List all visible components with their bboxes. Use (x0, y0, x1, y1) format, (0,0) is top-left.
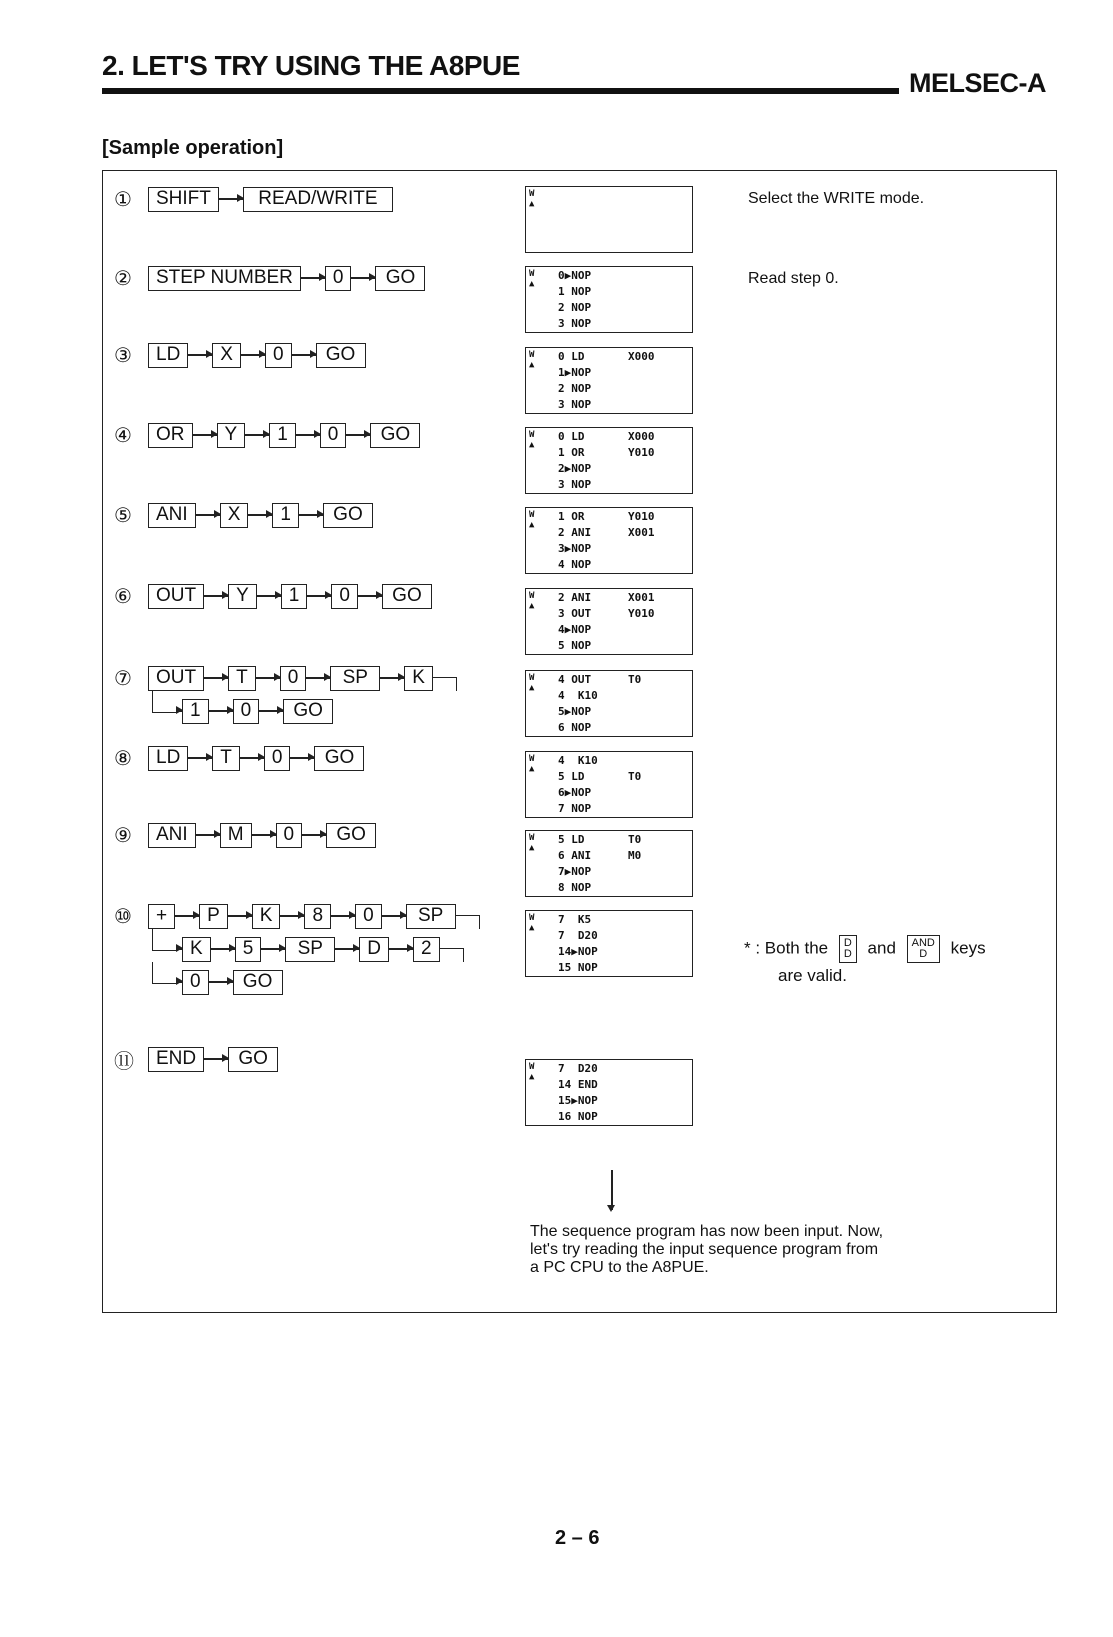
keypad-key: GO (316, 343, 366, 368)
arrow-icon (219, 198, 243, 200)
lcd-instruction: 2 ANI (558, 526, 592, 539)
write-mode-indicator: W ▲ (529, 430, 535, 450)
lcd-instruction: 0 LD (558, 430, 585, 443)
key-sequence-line (114, 822, 376, 848)
arrow-icon (228, 915, 252, 917)
footnote-suffix: keys (950, 938, 986, 958)
lcd-line (558, 300, 628, 316)
key-sequence-line (114, 665, 457, 691)
lcd-display (525, 751, 693, 818)
lcd-line (558, 1061, 628, 1077)
keypad-key: END (148, 1047, 204, 1072)
lcd-instruction: 0▶NOP (558, 269, 592, 282)
arrow-icon (299, 514, 323, 516)
arrow-icon (306, 677, 330, 679)
lcd-display (525, 347, 693, 414)
lcd-line (558, 769, 641, 785)
key-sequence-line (114, 186, 393, 212)
lcd-line (558, 606, 655, 622)
arrow-icon (335, 948, 359, 950)
key-sequence-line (114, 969, 480, 995)
lcd-line (558, 316, 628, 332)
key-sequence-line (114, 1046, 278, 1072)
write-mode-indicator: W ▲ (529, 913, 535, 933)
line-continuation (433, 677, 457, 691)
header-rule (102, 88, 899, 94)
lcd-device: T0 (628, 673, 642, 686)
line-continuation (440, 948, 464, 962)
step-number: ⑨ (114, 824, 132, 847)
key-sequence-line (114, 422, 420, 448)
step-number: ⑪ (114, 1050, 134, 1073)
write-mode-indicator: W ▲ (529, 350, 535, 370)
step-4 (114, 422, 420, 448)
lcd-instruction: 4 NOP (558, 558, 592, 571)
arrow-icon (193, 434, 217, 436)
page-number: 2 – 6 (555, 1527, 600, 1549)
keypad-key: 8 (304, 904, 331, 929)
lcd-instruction: 15▶NOP (558, 1094, 598, 1107)
arrow-icon (302, 834, 326, 836)
keypad-key: T (228, 666, 256, 691)
continuation-connector (152, 691, 178, 713)
keypad-key: SP (406, 904, 456, 929)
lcd-instruction: 3 OUT (558, 607, 592, 620)
lcd-instruction: 6 NOP (558, 721, 592, 734)
lcd-line (558, 349, 655, 365)
lcd-instruction: 2 ANI (558, 591, 592, 604)
step-8 (114, 745, 364, 771)
brand-label: MELSEC-A (909, 68, 1046, 98)
lcd-instruction: 1 OR (558, 510, 585, 523)
keypad-key: 0 (264, 746, 291, 771)
key-sequence-line (114, 342, 366, 368)
keypad-key: SHIFT (148, 187, 219, 212)
step-number: ⑧ (114, 747, 132, 770)
keypad-key: GO (370, 423, 420, 448)
arrow-icon (261, 948, 285, 950)
arrow-icon (178, 981, 182, 983)
arrow-icon (188, 757, 212, 759)
lcd-instruction: 1▶NOP (558, 366, 592, 379)
key-sequence-line (114, 502, 373, 528)
write-mode-indicator: W ▲ (529, 1062, 535, 1082)
arrow-icon (245, 434, 269, 436)
lcd-line (558, 397, 655, 413)
keypad-key: OR (148, 423, 193, 448)
keypad-key: SP (330, 666, 380, 691)
lcd-instruction: 1 NOP (558, 285, 592, 298)
keypad-key: 1 (272, 503, 299, 528)
keypad-key: 0 (280, 666, 307, 691)
lcd-instruction: 1 OR (558, 446, 585, 459)
lcd-lines (558, 590, 655, 654)
step-number: ⑩ (114, 905, 132, 928)
lcd-instruction: 16 NOP (558, 1110, 598, 1123)
footnote-prefix: * : Both the (744, 938, 829, 958)
lcd-lines (558, 912, 628, 976)
arrow-icon (351, 277, 375, 279)
keypad-key: K (252, 904, 281, 929)
lcd-line (558, 365, 655, 381)
keypad-key: 1 (281, 584, 308, 609)
step-note: Select the WRITE mode. (748, 190, 925, 207)
keypad-key: OUT (148, 666, 204, 691)
arrow-icon (257, 595, 281, 597)
keypad-key: 0 (276, 823, 303, 848)
step-10 (114, 903, 480, 995)
lcd-line (558, 720, 641, 736)
arrow-icon (301, 277, 325, 279)
arrow-icon (331, 915, 355, 917)
lcd-display (525, 670, 693, 737)
lcd-device: Y010 (628, 510, 655, 523)
lcd-lines (558, 832, 641, 896)
lcd-instruction: 4▶NOP (558, 623, 592, 636)
line-continuation (456, 915, 480, 929)
lcd-instruction: 5 LD (558, 833, 585, 846)
lcd-instruction: 3 NOP (558, 317, 592, 330)
write-mode-indicator: W ▲ (529, 591, 535, 611)
keypad-key: + (148, 904, 175, 929)
d-key: D D (839, 935, 857, 963)
lcd-line (558, 1077, 628, 1093)
lcd-line (558, 672, 641, 688)
step-6 (114, 583, 432, 609)
step-number: ④ (114, 424, 132, 447)
write-mode-indicator: W ▲ (529, 189, 535, 209)
lcd-line (558, 541, 655, 557)
lcd-device: Y010 (628, 607, 655, 620)
keypad-key: 0 (355, 904, 382, 929)
step-2 (114, 265, 425, 291)
lcd-instruction: 2▶NOP (558, 462, 592, 475)
arrow-icon (290, 757, 314, 759)
lcd-instruction: 5 LD (558, 770, 585, 783)
lcd-instruction: 14▶NOP (558, 945, 598, 958)
keypad-key: 5 (235, 937, 262, 962)
write-mode-indicator: W ▲ (529, 510, 535, 530)
keypad-key: GO (326, 823, 376, 848)
step-number: ③ (114, 344, 132, 367)
lcd-instruction: 5 NOP (558, 639, 592, 652)
down-arrow (611, 1170, 613, 1210)
lcd-instruction: 6▶NOP (558, 786, 592, 799)
step-number: ⑥ (114, 585, 132, 608)
keypad-key: GO (314, 746, 364, 771)
keypad-key: T (212, 746, 240, 771)
arrow-icon (259, 710, 283, 712)
lcd-line (558, 801, 641, 817)
keypad-key: 0 (265, 343, 292, 368)
arrow-icon (211, 948, 235, 950)
keypad-key: D (359, 937, 389, 962)
arrow-icon (292, 354, 316, 356)
lcd-lines (558, 429, 655, 493)
lcd-line (558, 525, 655, 541)
lcd-line (558, 284, 628, 300)
arrow-icon (188, 354, 212, 356)
lcd-line (558, 509, 655, 525)
lcd-device: X000 (628, 430, 655, 443)
lcd-instruction: 3 NOP (558, 398, 592, 411)
key-sequence-line (114, 583, 432, 609)
key-sequence-line (114, 936, 480, 962)
lcd-lines (558, 672, 641, 736)
page-header-title: 2. LET'S TRY USING THE A8PUE (102, 50, 520, 81)
key-sequence-line (114, 745, 364, 771)
keypad-key: P (199, 904, 228, 929)
lcd-instruction: 7 D20 (558, 929, 598, 942)
footnote (744, 935, 986, 989)
lcd-line (558, 429, 655, 445)
keypad-key: READ/WRITE (243, 187, 393, 212)
keypad-key: K (182, 937, 211, 962)
arrow-icon (252, 834, 276, 836)
keypad-key: 0 (331, 584, 358, 609)
lcd-instruction: 6 ANI (558, 849, 592, 862)
step-note: Read step 0. (748, 270, 839, 287)
arrow-icon (204, 1058, 228, 1060)
arrow-icon (296, 434, 320, 436)
keypad-key: GO (382, 584, 432, 609)
lcd-line (558, 477, 655, 493)
arrow-icon (175, 915, 199, 917)
arrow-icon (380, 677, 404, 679)
lcd-line (558, 381, 655, 397)
lcd-device: Y010 (628, 446, 655, 459)
lcd-instruction: 14 END (558, 1078, 598, 1091)
lcd-line (558, 912, 628, 928)
arrow-icon (358, 595, 382, 597)
lcd-device: X001 (628, 591, 655, 604)
keypad-key: 0 (233, 699, 260, 724)
lcd-instruction: 3 NOP (558, 478, 592, 491)
lcd-device: X001 (628, 526, 655, 539)
keypad-key: STEP NUMBER (148, 266, 301, 291)
footnote-line2: are valid. (778, 966, 847, 985)
arrow-icon (196, 514, 220, 516)
lcd-line (558, 753, 641, 769)
keypad-key: SP (285, 937, 335, 962)
lcd-line (558, 704, 641, 720)
arrow-icon (389, 948, 413, 950)
lcd-display (525, 186, 693, 253)
keypad-key: ANI (148, 823, 196, 848)
arrow-icon (178, 948, 182, 950)
lcd-device: T0 (628, 770, 642, 783)
continuation-connector (152, 929, 178, 951)
lcd-instruction: 7 NOP (558, 802, 592, 815)
keypad-key: GO (323, 503, 373, 528)
lcd-instruction: 4 K10 (558, 754, 598, 767)
step-1 (114, 186, 393, 212)
arrow-icon (241, 354, 265, 356)
lcd-display (525, 830, 693, 897)
step-7 (114, 665, 457, 724)
keypad-key: GO (233, 970, 283, 995)
lcd-instruction: 7 D20 (558, 1062, 598, 1075)
arrow-icon (204, 677, 228, 679)
arrow-icon (209, 981, 233, 983)
lcd-lines (558, 268, 628, 332)
keypad-key: Y (228, 584, 257, 609)
lcd-display (525, 507, 693, 574)
keypad-key: X (212, 343, 241, 368)
lcd-line (558, 880, 641, 896)
lcd-line (558, 848, 641, 864)
footnote-and: and (867, 938, 896, 958)
lcd-lines (558, 349, 655, 413)
step-number: ⑤ (114, 504, 132, 527)
step-11 (114, 1046, 278, 1072)
lcd-display (525, 427, 693, 494)
keypad-key: X (220, 503, 249, 528)
lcd-device: M0 (628, 849, 642, 862)
keypad-key: 2 (413, 937, 440, 962)
write-mode-indicator: W ▲ (529, 673, 535, 693)
key-sequence-line (114, 265, 425, 291)
arrow-icon (346, 434, 370, 436)
lcd-instruction: 4 K10 (558, 689, 598, 702)
lcd-display (525, 266, 693, 333)
lcd-line (558, 1109, 628, 1125)
keypad-key: K (404, 666, 433, 691)
step-9 (114, 822, 376, 848)
step-number: ⑦ (114, 667, 132, 690)
arrow-icon (204, 595, 228, 597)
lcd-line (558, 461, 655, 477)
lcd-line (558, 960, 628, 976)
step-number: ① (114, 188, 132, 211)
key-sequence-line (114, 903, 480, 929)
step-3 (114, 342, 366, 368)
arrow-icon (178, 710, 182, 712)
lcd-instruction: 2 NOP (558, 301, 592, 314)
keypad-key: 0 (325, 266, 352, 291)
write-mode-indicator: W ▲ (529, 269, 535, 289)
write-mode-indicator: W ▲ (529, 833, 535, 853)
lcd-line (558, 944, 628, 960)
write-mode-indicator: W ▲ (529, 754, 535, 774)
lcd-line (558, 785, 641, 801)
keypad-key: 0 (182, 970, 209, 995)
section-heading: [Sample operation] (102, 137, 284, 159)
keypad-key: 0 (320, 423, 347, 448)
step-number: ② (114, 267, 132, 290)
arrow-icon (196, 834, 220, 836)
lcd-line (558, 864, 641, 880)
keypad-key: GO (375, 266, 425, 291)
lcd-instruction: 3▶NOP (558, 542, 592, 555)
keypad-key: ANI (148, 503, 196, 528)
continuation-connector (152, 962, 178, 984)
lcd-instruction: 8 NOP (558, 881, 592, 894)
lcd-line (558, 638, 655, 654)
lcd-line (558, 590, 655, 606)
arrow-icon (209, 710, 233, 712)
keypad-key: LD (148, 343, 188, 368)
lcd-instruction: 0 LD (558, 350, 585, 363)
arrow-icon (307, 595, 331, 597)
lcd-line (558, 688, 641, 704)
lcd-instruction: 5▶NOP (558, 705, 592, 718)
lcd-lines (558, 509, 655, 573)
keypad-key: 1 (182, 699, 209, 724)
closing-paragraph: The sequence program has now been input. Now, let's try reading the input sequence program from a PC CPU to the A8PUE. (530, 1223, 884, 1276)
keypad-key: GO (228, 1047, 278, 1072)
lcd-line (558, 832, 641, 848)
lcd-device: X000 (628, 350, 655, 363)
keypad-key: M (220, 823, 252, 848)
lcd-line (558, 622, 655, 638)
arrow-icon (382, 915, 406, 917)
arrow-icon (256, 677, 280, 679)
keypad-key: Y (217, 423, 246, 448)
lcd-display (525, 588, 693, 655)
arrow-icon (240, 757, 264, 759)
lcd-line (558, 928, 628, 944)
lcd-line (558, 557, 655, 573)
lcd-lines (558, 753, 641, 817)
keypad-key: GO (283, 699, 333, 724)
lcd-instruction: 4 OUT (558, 673, 592, 686)
lcd-lines (558, 1061, 628, 1125)
lcd-instruction: 7▶NOP (558, 865, 592, 878)
key-sequence-line (114, 698, 457, 724)
arrow-icon (248, 514, 272, 516)
lcd-device: T0 (628, 833, 642, 846)
and-d-key: AND D (907, 935, 940, 963)
arrow-icon (280, 915, 304, 917)
lcd-instruction: 2 NOP (558, 382, 592, 395)
lcd-instruction: 15 NOP (558, 961, 598, 974)
keypad-key: 1 (269, 423, 296, 448)
step-5 (114, 502, 373, 528)
lcd-line (558, 268, 628, 284)
lcd-line (558, 1093, 628, 1109)
lcd-instruction: 7 K5 (558, 913, 592, 926)
lcd-line (558, 445, 655, 461)
keypad-key: OUT (148, 584, 204, 609)
lcd-display (525, 910, 693, 977)
keypad-key: LD (148, 746, 188, 771)
lcd-display (525, 1059, 693, 1126)
